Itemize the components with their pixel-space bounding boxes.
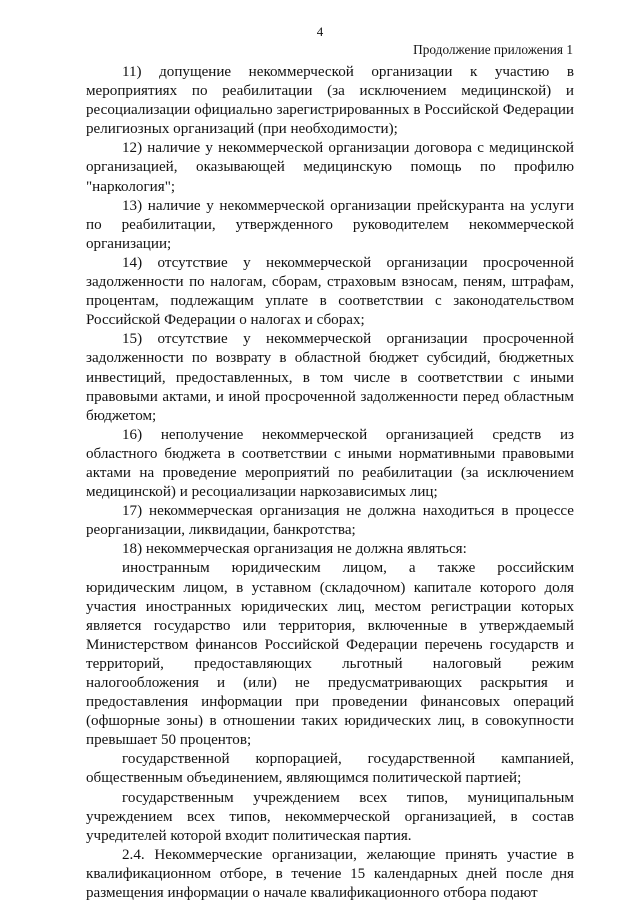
- paragraph-item-14: 14) отсутствие у некоммерческой организации просроченной задолженности по налогам, сборам, страховым взносам, пеням, штрафам, процентам, подлежащим уплате в соответствии с законодательством Российской Федерации о налогах и сборах;: [86, 254, 574, 329]
- paragraph-item-12: 12) наличие у некоммерческой организации договора с медицинской организацией, оказывающей медицинскую помощь по профилю "наркология";: [86, 140, 574, 195]
- appendix-continuation-note: Продолжение приложения 1: [413, 42, 573, 57]
- paragraph-item-17: 17) некоммерческая организация не должна находиться в процессе реорганизации, ликвидации, банкротства;: [86, 503, 574, 539]
- paragraph-section-2-4: 2.4. Некоммерческие организации, желающие принять участие в квалификационном отборе, в течение 15 календарных дней после дня размещения информации о начале квалификационного отбора подают: [86, 846, 574, 902]
- paragraph-item-15: 15) отсутствие у некоммерческой организации просроченной задолженности по возврату в областной бюджет субсидий, бюджетных инвестиций, предоставленных, в том числе в соответствии с иными правовыми актами, и иной просроченной задолженности перед областным бюджетом;: [86, 331, 574, 424]
- page-number: 4: [316, 24, 324, 39]
- paragraph-item-11: 11) допущение некоммерческой организации к участию в мероприятиях по реабилитации (за исключением медицинской) и ресоциализации официально зарегистрированных в Российской Федерации религиозных организаций (при необходимости);: [86, 64, 574, 138]
- paragraph-item-13: 13) наличие у некоммерческой организации прейскуранта на услуги по реабилитации, утвержденного руководителем некоммерческой организации;: [86, 197, 574, 252]
- paragraph-foreign-entity: иностранным юридическим лицом, а также российским юридическим лицом, в уставном (складочном) капитале которого доля участия иностранных юридических лиц, местом регистрации которых является государство или территория, включенные в утверждаемый Министерством финансов Российской Федерации перечень государств и территорий, предоставляющих льготный налоговый режим налогообложения и (или) не предусматривающих раскрытия и предоставления информации при проведении финансовых операций (офшорные зоны) в отношении таких юридических лиц, в совокупности превышает 50 процентов;: [86, 560, 574, 749]
- paragraph-state-corporation: государственной корпорацией, государственной кампанией, общественным объединением, являющимся политической партией;: [86, 751, 574, 787]
- paragraph-item-16: 16) неполучение некоммерческой организацией средств из областного бюджета в соответствии с иными нормативными правовыми актами на проведение мероприятий по реабилитации (за исключением медицинской) и ресоциализации наркозависимых лиц;: [86, 426, 574, 501]
- paragraph-item-18: 18) некоммерческая организация не должна являться:: [122, 541, 467, 558]
- document-body: [86, 63, 574, 903]
- paragraph-state-institution: государственным учреждением всех типов, муниципальным учреждением всех типов, некоммерческой организацией, в состав учредителей которой входит политическая партия.: [86, 789, 574, 844]
